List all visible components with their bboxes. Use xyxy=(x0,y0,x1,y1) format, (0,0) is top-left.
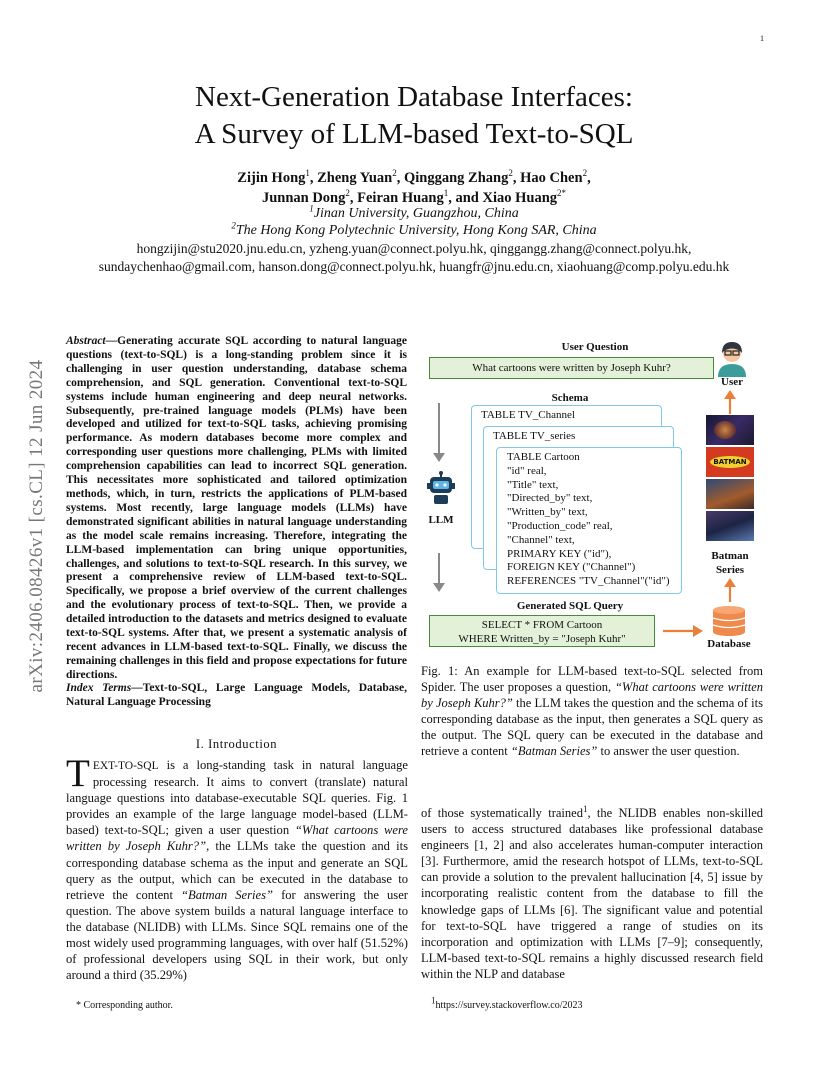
author-sup: 2 xyxy=(508,168,513,179)
user-question-box: What cartoons were written by Joseph Kuhr? xyxy=(429,357,714,379)
schema-table-name: TABLE TV_series xyxy=(493,430,576,442)
schema-cartoon-columns: TABLE Cartoon "id" real, "Title" text, "Directed_by" text, "Written_by" text, "Production_code" real, "Channel" text, PRIMARY KEY ("id"), FOREIGN KEY ("Channel") REFERENCES "TV_Channel"("id") xyxy=(507,451,670,588)
author-name: and Xiao Huang xyxy=(455,190,558,206)
thumbnail-2 xyxy=(706,447,754,477)
drop-cap: T xyxy=(66,752,90,795)
sql-line-2: WHERE Written_by = "Joseph Kuhr" xyxy=(458,633,626,645)
author-name: Feiran Huang xyxy=(357,190,444,206)
user-question-label: User Question xyxy=(561,341,629,353)
abstract xyxy=(66,335,407,683)
affiliation-2: $^2$The Hong Kong Polytechnic University, Hong Kong SAR, China xyxy=(231,220,597,238)
affiliation-1: $^1$Jinan University, Guangzhou, China xyxy=(309,203,519,221)
index-terms-label: Index Terms xyxy=(66,682,132,694)
title-line-2: A Survey of LLM-based Text-to-SQL xyxy=(194,118,634,150)
thumbnail-4 xyxy=(706,511,754,541)
author-name: Junnan Dong xyxy=(261,190,346,206)
thumbnail-1 xyxy=(706,415,754,445)
figure-caption: Fig. 1: An example for LLM-based text-to-SQL selected from Spider. The user proposes a question, “What cartoons were written by Joseph Kuhr?” the LLM takes the question and the schema of its corresponding database as the input, then generates a SQL query as the output. The SQL query can be executed in the database and retrieve a content “Batman Series” to answer the user question. xyxy=(421,664,764,759)
abstract-text: —Generating accurate SQL according to natural language questions (text-to-SQL) is a long-standing problem since it is challenging in user question understanding, database schema comprehension, and SQL generation. Conventional text-to-SQL systems include human engineering and deep neural networks. Subsequently, pre-trained language models (PLMs) have been developed and utilized for text-to-SQL tasks, achieving promising performance. As modern databases become more complex and corresponding user questions more challenging, PLMs with limited comprehension capabilities can lead to incorrect SQL generation. This necessitates more sophisticated and tailored optimization methods, which, in turn, restricts the applications of PLM-based systems. Most recently, large language models (LLMs) have demonstrated significant abilities in natural language understanding as the model scale remains increasing. Therefore, integrating the LLM-based implementation can bring unique opportunities, challenges, and solutions to text-to-SQL research. In this survey, we present a comprehensive review of LLM-based text-to-SQL. Specifically, we propose a brief overview of the current challenges and the evolutionary process of text-to-SQL. Then, we provide a detailed introduction to the datasets and metrics designed to evaluate text-to-SQL systems. After that, we present a systematic analysis of recent advances in LLM-based text-to-SQL. Finally, we discuss the remaining challenges in this field and propose expectations for future directions. xyxy=(66,335,407,681)
arrow-up-icon xyxy=(723,390,737,414)
intro-lead: EXT-TO-SQL xyxy=(92,760,159,772)
user-icon xyxy=(712,337,752,377)
arrow-down-icon xyxy=(432,403,446,463)
figure-1 xyxy=(420,335,770,655)
author-name: Zijin Hong xyxy=(237,170,306,186)
emails-line-2: sundaychenhao@gmail.com, hanson.dong@connect.polyu.hk, huangfr@jnu.edu.cn, xiaohuang@comp.polyu.edu.hk xyxy=(98,259,730,274)
index-terms-text: —Text-to-SQL, Large Language Models, Database, Natural Language Processing xyxy=(66,682,407,708)
batman-series-thumbnails xyxy=(706,415,754,543)
footnote-corresponding: * Corresponding author. xyxy=(76,1000,173,1011)
intro-paragraph: TEXT-TO-SQL is a long-standing task in natural language processing research. It aims to convert (translate) natural language questions into database-executable SQL queries. Fig. 1 provides an example of the large language model-based (LLM-based) text-to-SQL; given a user question “What cartoons were written by Joseph Kuhr?”, the LLMs take the question and its corresponding database schema as the input and generate an SQL query as the output, which can be executed in the database to retrieve the content “Batman Series” for answering the user question. The above system builds a natural language interface to the database (NLIDB) with LLMs. Since SQL remains one of the most widely used programming languages, with over half (51.52%) of professional developers using SQL in their work, but only around a third (35.29%) xyxy=(66,752,409,983)
author-sup: 1 xyxy=(305,168,310,179)
thumbnail-3 xyxy=(706,479,754,509)
arrow-right-icon xyxy=(663,624,703,638)
author-sup: 2 xyxy=(582,168,588,179)
title-line-1: Next-Generation Database Interfaces: xyxy=(195,81,633,113)
section-heading: I. Introduction xyxy=(195,737,278,751)
page-number: 1 xyxy=(760,34,764,43)
author-sup: 2 xyxy=(392,168,397,179)
affiliations xyxy=(60,205,768,239)
footnote-url: $^1$https://survey.stackoverflow.co/2023 xyxy=(431,995,583,1011)
arrow-up-icon xyxy=(723,578,737,602)
schema-table-name: TABLE TV_Channel xyxy=(481,409,575,421)
sql-label: Generated SQL Query xyxy=(516,600,624,612)
author-name: Zheng Yuan xyxy=(317,170,393,186)
llm-label: LLM xyxy=(428,514,454,526)
body-paragraph-right: of those systematically trained$^1$, the NLIDB enables non-skilled users to access structured databases like professional database engineers [1, 2] and also accelerates human-computer interaction [3]. Furthermore, amid the research hotspot of LLMs, text-to-SQL can provide a solution to the prevalent hallucination [4, 5] issue by incorporating realistic content from the database to fill the knowledge gaps of LLMs [6]. The significant value and potential for text-to-SQL have triggered a range of studies on its incorporation and optimization with LLMs [7–9]; consequently, LLM-based text-to-SQL remains a highly discussed research field within the NLP and database xyxy=(421,803,764,981)
author-name: Hao Chen xyxy=(520,170,583,186)
author-sup: 2 xyxy=(345,188,350,199)
author-name: Qinggang Zhang xyxy=(403,170,509,186)
database-label: Database xyxy=(707,638,751,650)
index-terms xyxy=(66,681,407,709)
emails-line-1: hongzijin@stu2020.jnu.edu.cn, yzheng.yuan@connect.polyu.hk, qinggangg.zhang@connect.polyu.hk, xyxy=(136,241,692,256)
author-list xyxy=(60,168,768,208)
result-label: Batman Series xyxy=(711,550,749,576)
sql-line-1: SELECT * FROM Cartoon xyxy=(481,619,603,631)
author-line-2: Junnan Dong$^2$, Feiran Huang$^1$, and Xiao Huang$^{2*}$ xyxy=(261,188,567,206)
schema-card-cartoon xyxy=(496,447,682,594)
user-label: User xyxy=(721,376,743,388)
robot-icon xyxy=(426,471,456,505)
sql-query-box xyxy=(429,615,655,647)
schema-label: Schema xyxy=(551,392,589,404)
batman-logo-text: BATMAN xyxy=(710,456,750,468)
paper-title xyxy=(60,79,768,153)
author-emails xyxy=(60,240,768,276)
author-sup: 2* xyxy=(557,188,567,199)
arxiv-stamp xyxy=(22,296,52,756)
abstract-label: Abstract xyxy=(66,335,106,347)
arrow-down-icon xyxy=(432,553,446,593)
database-icon xyxy=(711,605,747,637)
author-sup: 1 xyxy=(443,188,449,199)
author-line-1: Zijin Hong$^1$, Zheng Yuan$^2$, Qinggang Zhang$^2$, Hao Chen$^2$, xyxy=(237,168,591,186)
arxiv-id: arXiv:2406.08426v1 [cs.CL] 12 Jun 2024 xyxy=(26,359,47,693)
